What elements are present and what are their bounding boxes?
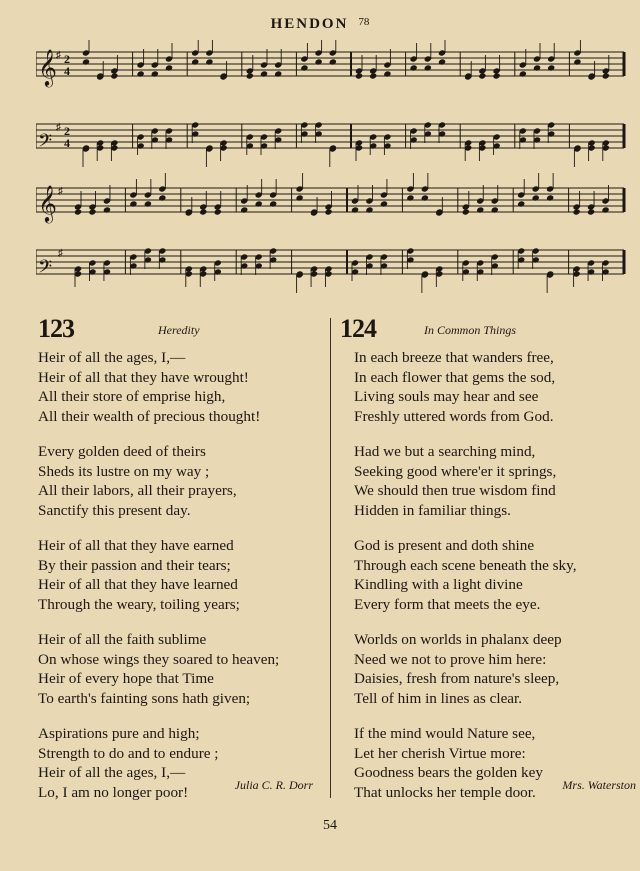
notehead <box>165 64 173 71</box>
notehead <box>88 208 96 215</box>
notehead <box>424 64 432 71</box>
music-score <box>36 40 631 302</box>
verse-line: In each breeze that wanders free, <box>354 349 554 366</box>
verse-line: Tell of him in lines as clear. <box>354 689 523 707</box>
notehead <box>240 206 248 213</box>
notehead <box>144 200 152 207</box>
key-signature-sharp: ♯ <box>56 50 61 61</box>
notehead <box>546 194 554 201</box>
notehead <box>587 208 595 215</box>
notehead <box>517 200 525 207</box>
bass-clef-icon: 𝄢 <box>38 131 53 156</box>
treble-clef-icon: 𝄞 <box>38 184 57 222</box>
time-signature: 2 <box>64 52 70 66</box>
notehead <box>137 70 145 77</box>
time-signature: 4 <box>64 136 70 150</box>
key-signature-sharp: ♯ <box>58 248 63 259</box>
verse-line: Goodness bears the golden key <box>354 764 543 781</box>
notehead <box>383 70 391 77</box>
verse-line: All their store of emprise high, <box>38 388 226 405</box>
verse-line: Daisies, fresh from nature's sleep, <box>354 670 560 687</box>
time-signature: 2 <box>64 124 70 138</box>
verse-line: Had we but a searching mind, <box>354 443 536 460</box>
verse-line: Heir of all the faith sublime <box>38 631 207 648</box>
key-signature-sharp: ♯ <box>56 122 61 133</box>
verse-line: Heir of every hope that Time <box>38 670 214 687</box>
notehead <box>329 58 337 65</box>
notehead <box>421 194 429 201</box>
verse-line: On whose wings they soared to heaven; <box>38 650 280 668</box>
notehead <box>493 72 501 79</box>
notehead <box>315 58 323 65</box>
notehead <box>533 64 541 71</box>
notehead <box>324 208 332 215</box>
hymn-123 <box>38 314 323 818</box>
notehead <box>478 72 486 79</box>
notehead <box>205 58 213 65</box>
stanza <box>38 536 323 614</box>
notehead <box>158 194 166 201</box>
column-divider <box>330 318 331 798</box>
stanza <box>340 348 630 426</box>
verse-line: All their wealth of precious thought! <box>38 407 261 425</box>
notehead <box>601 206 609 213</box>
notehead <box>255 200 263 207</box>
verse-line: Heir of all the ages, I,— <box>38 349 186 366</box>
stanza <box>340 630 630 708</box>
hymn-number: 123 <box>38 314 74 343</box>
verse-line: By their passion and their tears; <box>38 556 231 574</box>
notehead <box>151 70 159 77</box>
notehead <box>476 206 484 213</box>
notehead <box>269 200 277 207</box>
verse-line: Sanctify this present day. <box>38 501 191 519</box>
notehead <box>300 64 308 71</box>
stanza <box>38 348 323 426</box>
verse-line: Living souls may hear and see <box>354 388 539 405</box>
verse-line: Heir of all that they have learned <box>38 576 238 593</box>
verse-line: Every golden deed of theirs <box>38 443 206 460</box>
verse-line: Every form that meets the eye. <box>354 595 541 613</box>
verse-line: We should then true wisdom find <box>354 482 556 499</box>
hymn-title: In Common Things <box>424 323 517 337</box>
notehead <box>532 194 540 201</box>
notehead <box>110 72 118 79</box>
verse-line: Heir of all that they have earned <box>38 537 234 554</box>
page-number: 54 <box>323 818 337 833</box>
verse-line: Worlds on worlds in phalanx deep <box>354 631 562 648</box>
verse-line: Lo, I am no longer poor! <box>38 783 189 801</box>
key-signature-sharp: ♯ <box>58 186 63 197</box>
stanza <box>340 536 630 614</box>
verse-line: To earth's fainting sons hath given; <box>38 689 251 707</box>
treble-clef-icon: 𝄞 <box>38 48 57 86</box>
verse-line: Through the weary, toiling years; <box>38 595 240 613</box>
notehead <box>410 64 418 71</box>
notehead <box>246 72 254 79</box>
verse-line: That unlocks her temple door. <box>354 783 536 801</box>
notehead <box>462 208 470 215</box>
verse-line: Strength to do and to endure ; <box>38 744 219 762</box>
verse-line: God is present and doth shine <box>354 537 535 554</box>
hymn-number: 124 <box>340 314 376 343</box>
notehead <box>199 208 207 215</box>
tune-name: HENDON <box>270 16 349 32</box>
page-header <box>0 16 640 33</box>
notehead <box>547 64 555 71</box>
notehead <box>365 206 373 213</box>
notehead <box>602 72 610 79</box>
notehead <box>260 70 268 77</box>
stanza <box>38 442 323 520</box>
notehead <box>519 70 527 77</box>
hymn-author: Mrs. Waterston <box>562 778 636 792</box>
bass-clef-icon: 𝄢 <box>38 257 53 282</box>
time-signature: 4 <box>64 64 70 78</box>
notehead <box>82 58 90 65</box>
verse-line: Freshly uttered words from God. <box>354 407 554 425</box>
hymn-124 <box>340 314 636 818</box>
verse-line: Sheds its lustre on my way ; <box>38 462 210 480</box>
notehead <box>296 194 304 201</box>
notehead <box>351 206 359 213</box>
tune-number: 78 <box>358 16 370 28</box>
notehead <box>274 70 282 77</box>
verse-line: If the mind would Nature see, <box>354 725 536 742</box>
notehead <box>380 200 388 207</box>
verse-line: In each flower that gems the sod, <box>354 368 556 386</box>
notehead <box>129 200 137 207</box>
verse-line: Aspirations pure and high; <box>38 725 200 742</box>
notehead <box>573 208 581 215</box>
notehead <box>355 72 363 79</box>
verse-line: Kindling with a light divine <box>354 576 523 593</box>
hymn-author: Julia C. R. Dorr <box>234 778 313 792</box>
notehead <box>191 58 199 65</box>
stanza <box>38 630 323 708</box>
verse-line: All their labors, all their prayers, <box>38 482 237 499</box>
verse-line: Through each scene beneath the sky, <box>354 556 577 574</box>
hymn-title: Heredity <box>158 323 200 337</box>
notehead <box>573 58 581 65</box>
notehead <box>438 58 446 65</box>
stanza <box>340 442 630 520</box>
verse-line: Let her cherish Virtue more: <box>354 744 526 762</box>
verse-line: Heir of all that they have wrought! <box>38 368 249 386</box>
notehead <box>491 206 499 213</box>
notehead <box>74 208 82 215</box>
notehead <box>406 194 414 201</box>
notehead <box>369 72 377 79</box>
verse-line: Seeking good where'er it springs, <box>354 462 557 480</box>
verse-line: Need we not to prove him here: <box>354 650 547 668</box>
notehead <box>103 206 111 213</box>
notehead <box>214 208 222 215</box>
verse-line: Hidden in familiar things. <box>354 501 511 519</box>
verse-line: Heir of all the ages, I,— <box>38 764 186 781</box>
